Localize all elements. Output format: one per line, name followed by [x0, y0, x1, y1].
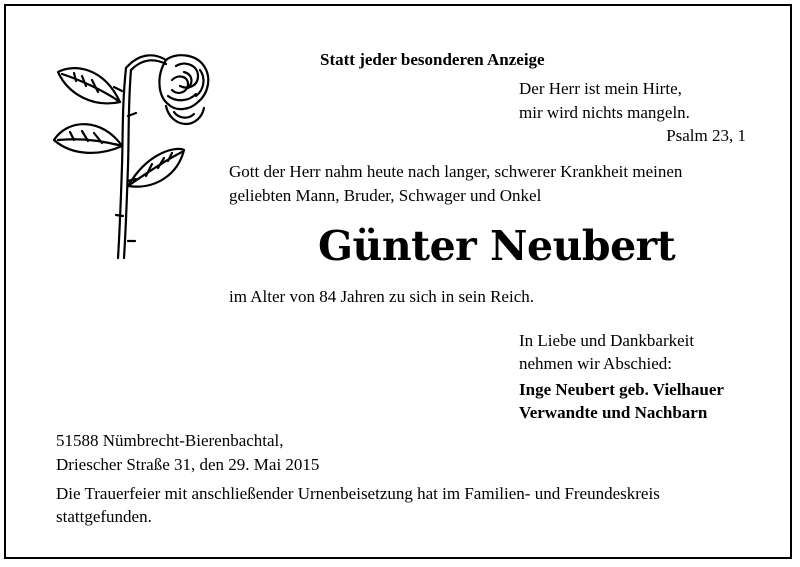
age-line: im Alter von 84 Jahren zu sich in sein Reich.: [229, 287, 534, 306]
intro-line-2: geliebten Mann, Bruder, Schwager und Onkel: [229, 186, 542, 205]
rose-icon: [48, 46, 216, 262]
address-line-2: Driescher Straße 31, den 29. Mai 2015: [56, 455, 320, 474]
funeral-line-2: stattgefunden.: [56, 507, 152, 526]
mourner-2: Verwandte und Nachbarn: [519, 403, 708, 422]
deceased-name: Günter Neubert: [318, 222, 676, 270]
mourner-1: Inge Neubert geb. Vielhauer: [519, 380, 724, 399]
address-line-1: 51588 Nümbrecht-Bierenbachtal,: [56, 431, 284, 450]
intro-line-1: Gott der Herr nahm heute nach langer, schwerer Krankheit meinen: [229, 162, 683, 181]
funeral-line-1: Die Trauerfeier mit anschließender Urnenbeisetzung hat im Familien- und Freundeskreis: [56, 484, 660, 503]
verse-line-1: Der Herr ist mein Hirte,: [519, 79, 682, 98]
verse-reference: Psalm 23, 1: [666, 126, 746, 145]
notice-header: Statt jeder besonderen Anzeige: [320, 50, 545, 69]
farewell-line-2: nehmen wir Abschied:: [519, 354, 672, 373]
farewell-line-1: In Liebe und Dankbarkeit: [519, 331, 695, 350]
verse-line-2: mir wird nichts mangeln.: [519, 103, 690, 122]
